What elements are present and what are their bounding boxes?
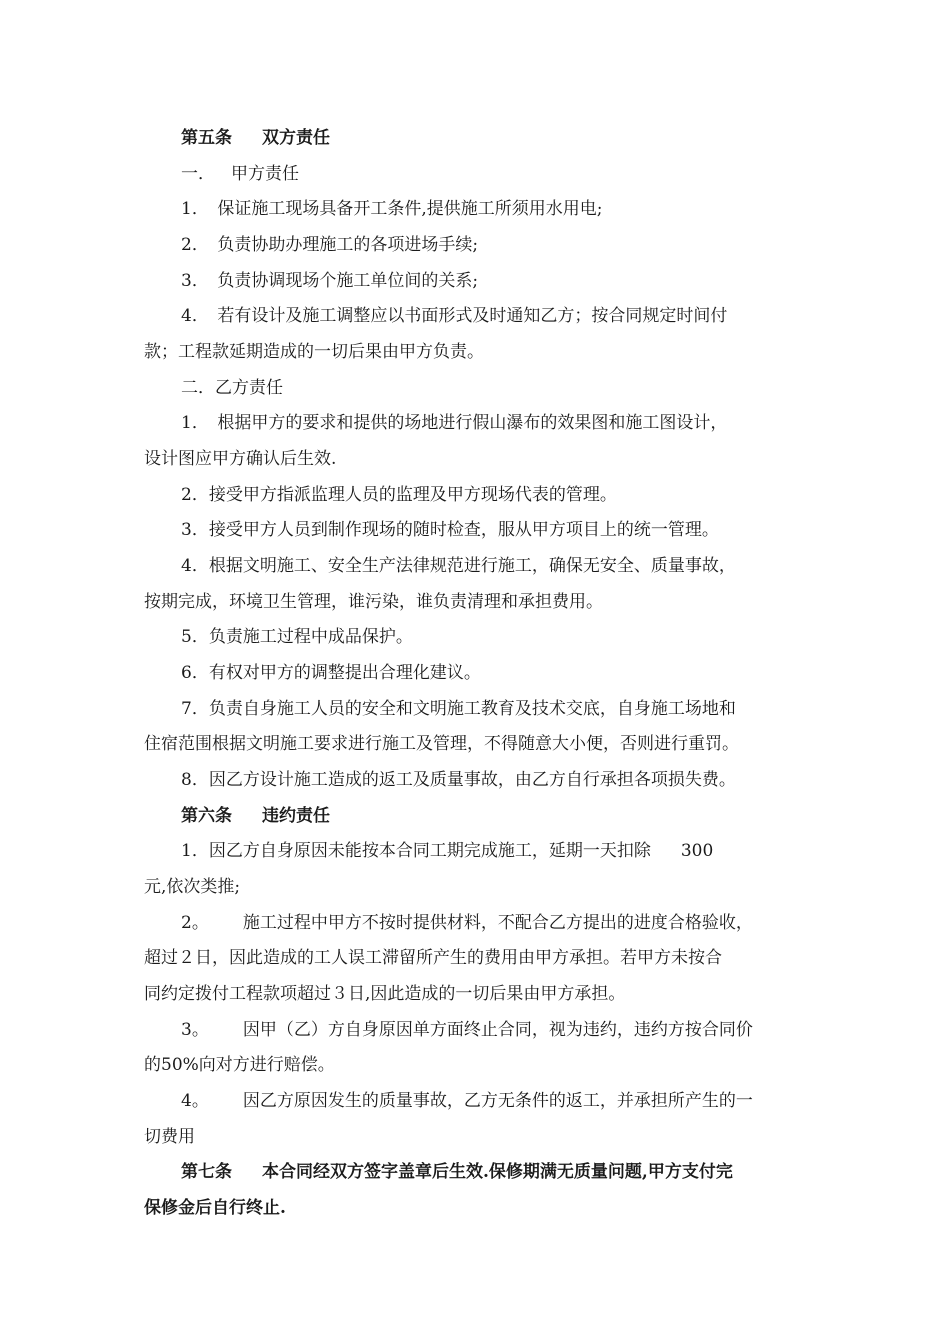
paragraph-line: 住宿范围根据文明施工要求进行施工及管理，不得随意大小便，否则进行重罚。 — [144, 734, 739, 754]
paragraph-line: 1． 保证施工现场具备开工条件,提供施工所须用水用电; — [181, 199, 603, 219]
paragraph-line: 1．因乙方自身原因未能按本合同工期完成施工，延期一天扣除 300 — [181, 841, 714, 861]
section-b-heading: 二．乙方责任 — [181, 378, 283, 398]
paragraph-line: 3． 负责协调现场个施工单位间的关系; — [181, 271, 479, 291]
paragraph-line: 3。 因甲（乙）方自身原因单方面终止合同，视为违约，违约方按合同价 — [181, 1020, 753, 1040]
paragraph-line: 的50%向对方进行赔偿。 — [144, 1055, 335, 1075]
paragraph-line: 4． 若有设计及施工调整应以书面形式及时通知乙方；按合同规定时间付 — [181, 306, 728, 326]
article-number: 第七条 — [181, 1162, 232, 1182]
article-number: 第五条 — [181, 128, 232, 148]
paragraph-line: 切费用 — [144, 1127, 195, 1147]
article-7-line: 第七条 本合同经双方签字盖章后生效.保修期满无质量问题,甲方支付完 — [181, 1162, 733, 1182]
paragraph-line: 4。 因乙方原因发生的质量事故，乙方无条件的返工，并承担所产生的一 — [181, 1091, 753, 1111]
section-a-heading: 一． 甲方责任 — [181, 164, 299, 184]
article-title: 双方责任 — [262, 128, 330, 148]
article-number: 第六条 — [181, 806, 232, 826]
paragraph-line: 7．负责自身施工人员的安全和文明施工教育及技术交底，自身施工场地和 — [181, 699, 736, 719]
paragraph-line: 2。 施工过程中甲方不按时提供材料，不配合乙方提出的进度合格验收， — [181, 913, 753, 933]
paragraph-line: 2．接受甲方指派监理人员的监理及甲方现场代表的管理。 — [181, 485, 617, 505]
paragraph-line: 8．因乙方设计施工造成的返工及质量事故，由乙方自行承担各项损失费。 — [181, 770, 736, 790]
paragraph-line: 3．接受甲方人员到制作现场的随时检查，服从甲方项目上的统一管理。 — [181, 520, 719, 540]
paragraph-line: 5．负责施工过程中成品保护。 — [181, 627, 413, 647]
paragraph-line: 设计图应甲方确认后生效. — [144, 449, 337, 469]
article-6-heading — [181, 805, 330, 827]
paragraph-line: 元,依次类推; — [144, 877, 241, 897]
article-title: 违约责任 — [262, 806, 330, 826]
paragraph-line: 6．有权对甲方的调整提出合理化建议。 — [181, 663, 481, 683]
paragraph-line: 款；工程款延期造成的一切后果由甲方负责。 — [144, 342, 484, 362]
paragraph-line: 保修金后自行终止. — [144, 1198, 286, 1218]
paragraph-line: 同约定拨付工程款项超过３日,因此造成的一切后果由甲方承担。 — [144, 984, 626, 1004]
paragraph-line: 超过２日，因此造成的工人误工滞留所产生的费用由甲方承担。若甲方未按合 — [144, 948, 722, 968]
paragraph-line: 1． 根据甲方的要求和提供的场地进行假山瀑布的效果图和施工图设计， — [181, 413, 728, 433]
paragraph-line: 4．根据文明施工、安全生产法律规范进行施工，确保无安全、质量事故， — [181, 556, 736, 576]
article-5-heading — [181, 127, 330, 149]
paragraph-line: 2． 负责协助办理施工的各项进场手续; — [181, 235, 479, 255]
paragraph-line: 按期完成，环境卫生管理，谁污染，谁负责清理和承担费用。 — [144, 592, 603, 612]
